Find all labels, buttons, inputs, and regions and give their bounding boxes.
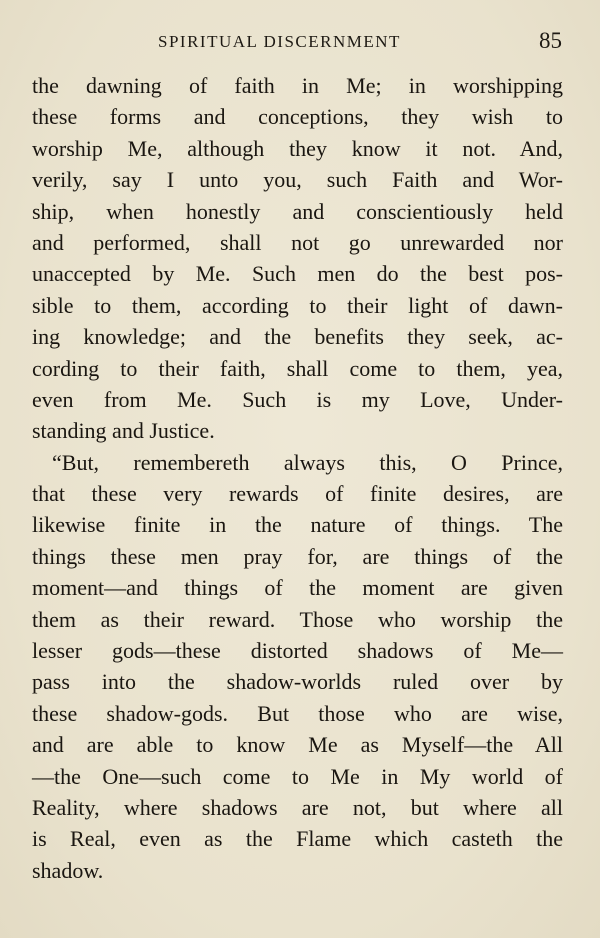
text-line: “But, remembereth always this, O Prince, xyxy=(52,449,563,475)
text-line: —the One—such come to Me in My world of xyxy=(32,763,563,789)
text-line: is Real, even as the Flame which casteth the xyxy=(32,826,563,852)
text-line: Reality, where shadows are not, but where all xyxy=(32,794,563,820)
text-line: worship Me, although they know it not. And, xyxy=(32,135,563,161)
text-line: moment—and things of the moment are given xyxy=(32,575,563,601)
chapter-title: SPIRITUAL DISCERNMENT xyxy=(158,32,401,51)
text-line: things these men pray for, are things of the xyxy=(32,543,563,569)
page-number: 85 xyxy=(539,28,562,53)
text-line: the dawning of faith in Me; in worshipping xyxy=(32,73,563,98)
text-line: and are able to know Me as Myself—the All xyxy=(32,732,563,758)
text-line: these shadow-gods. But those who are wise, xyxy=(32,700,563,726)
text-line: cording to their faith, shall come to them, yea, xyxy=(32,355,563,381)
text-line: standing and Justice. xyxy=(32,418,215,444)
text-line: ship, when honestly and conscientiously held xyxy=(32,198,563,224)
text-line: that these very rewards of finite desires, are xyxy=(32,481,563,507)
text-line: even from Me. Such is my Love, Under- xyxy=(32,386,563,412)
text-line: and performed, shall not go unrewarded nor xyxy=(32,229,563,255)
text-line: lesser gods—these distorted shadows of Me— xyxy=(32,638,563,664)
text-line: likewise finite in the nature of things. The xyxy=(32,512,563,538)
text-line: sible to them, according to their light of dawn- xyxy=(32,292,563,318)
text-line: pass into the shadow-worlds ruled over by xyxy=(32,669,563,695)
running-head xyxy=(32,28,562,56)
text-line: these forms and conceptions, they wish to xyxy=(32,104,563,130)
text-line: verily, say I unto you, such Faith and Wor- xyxy=(32,167,563,193)
text-line: them as their reward. Those who worship the xyxy=(32,606,563,632)
text-line: shadow. xyxy=(32,857,104,883)
text-line: unaccepted by Me. Such men do the best pos- xyxy=(32,261,563,287)
body-text xyxy=(32,70,563,886)
text-line: ing knowledge; and the benefits they seek, ac- xyxy=(32,324,563,350)
